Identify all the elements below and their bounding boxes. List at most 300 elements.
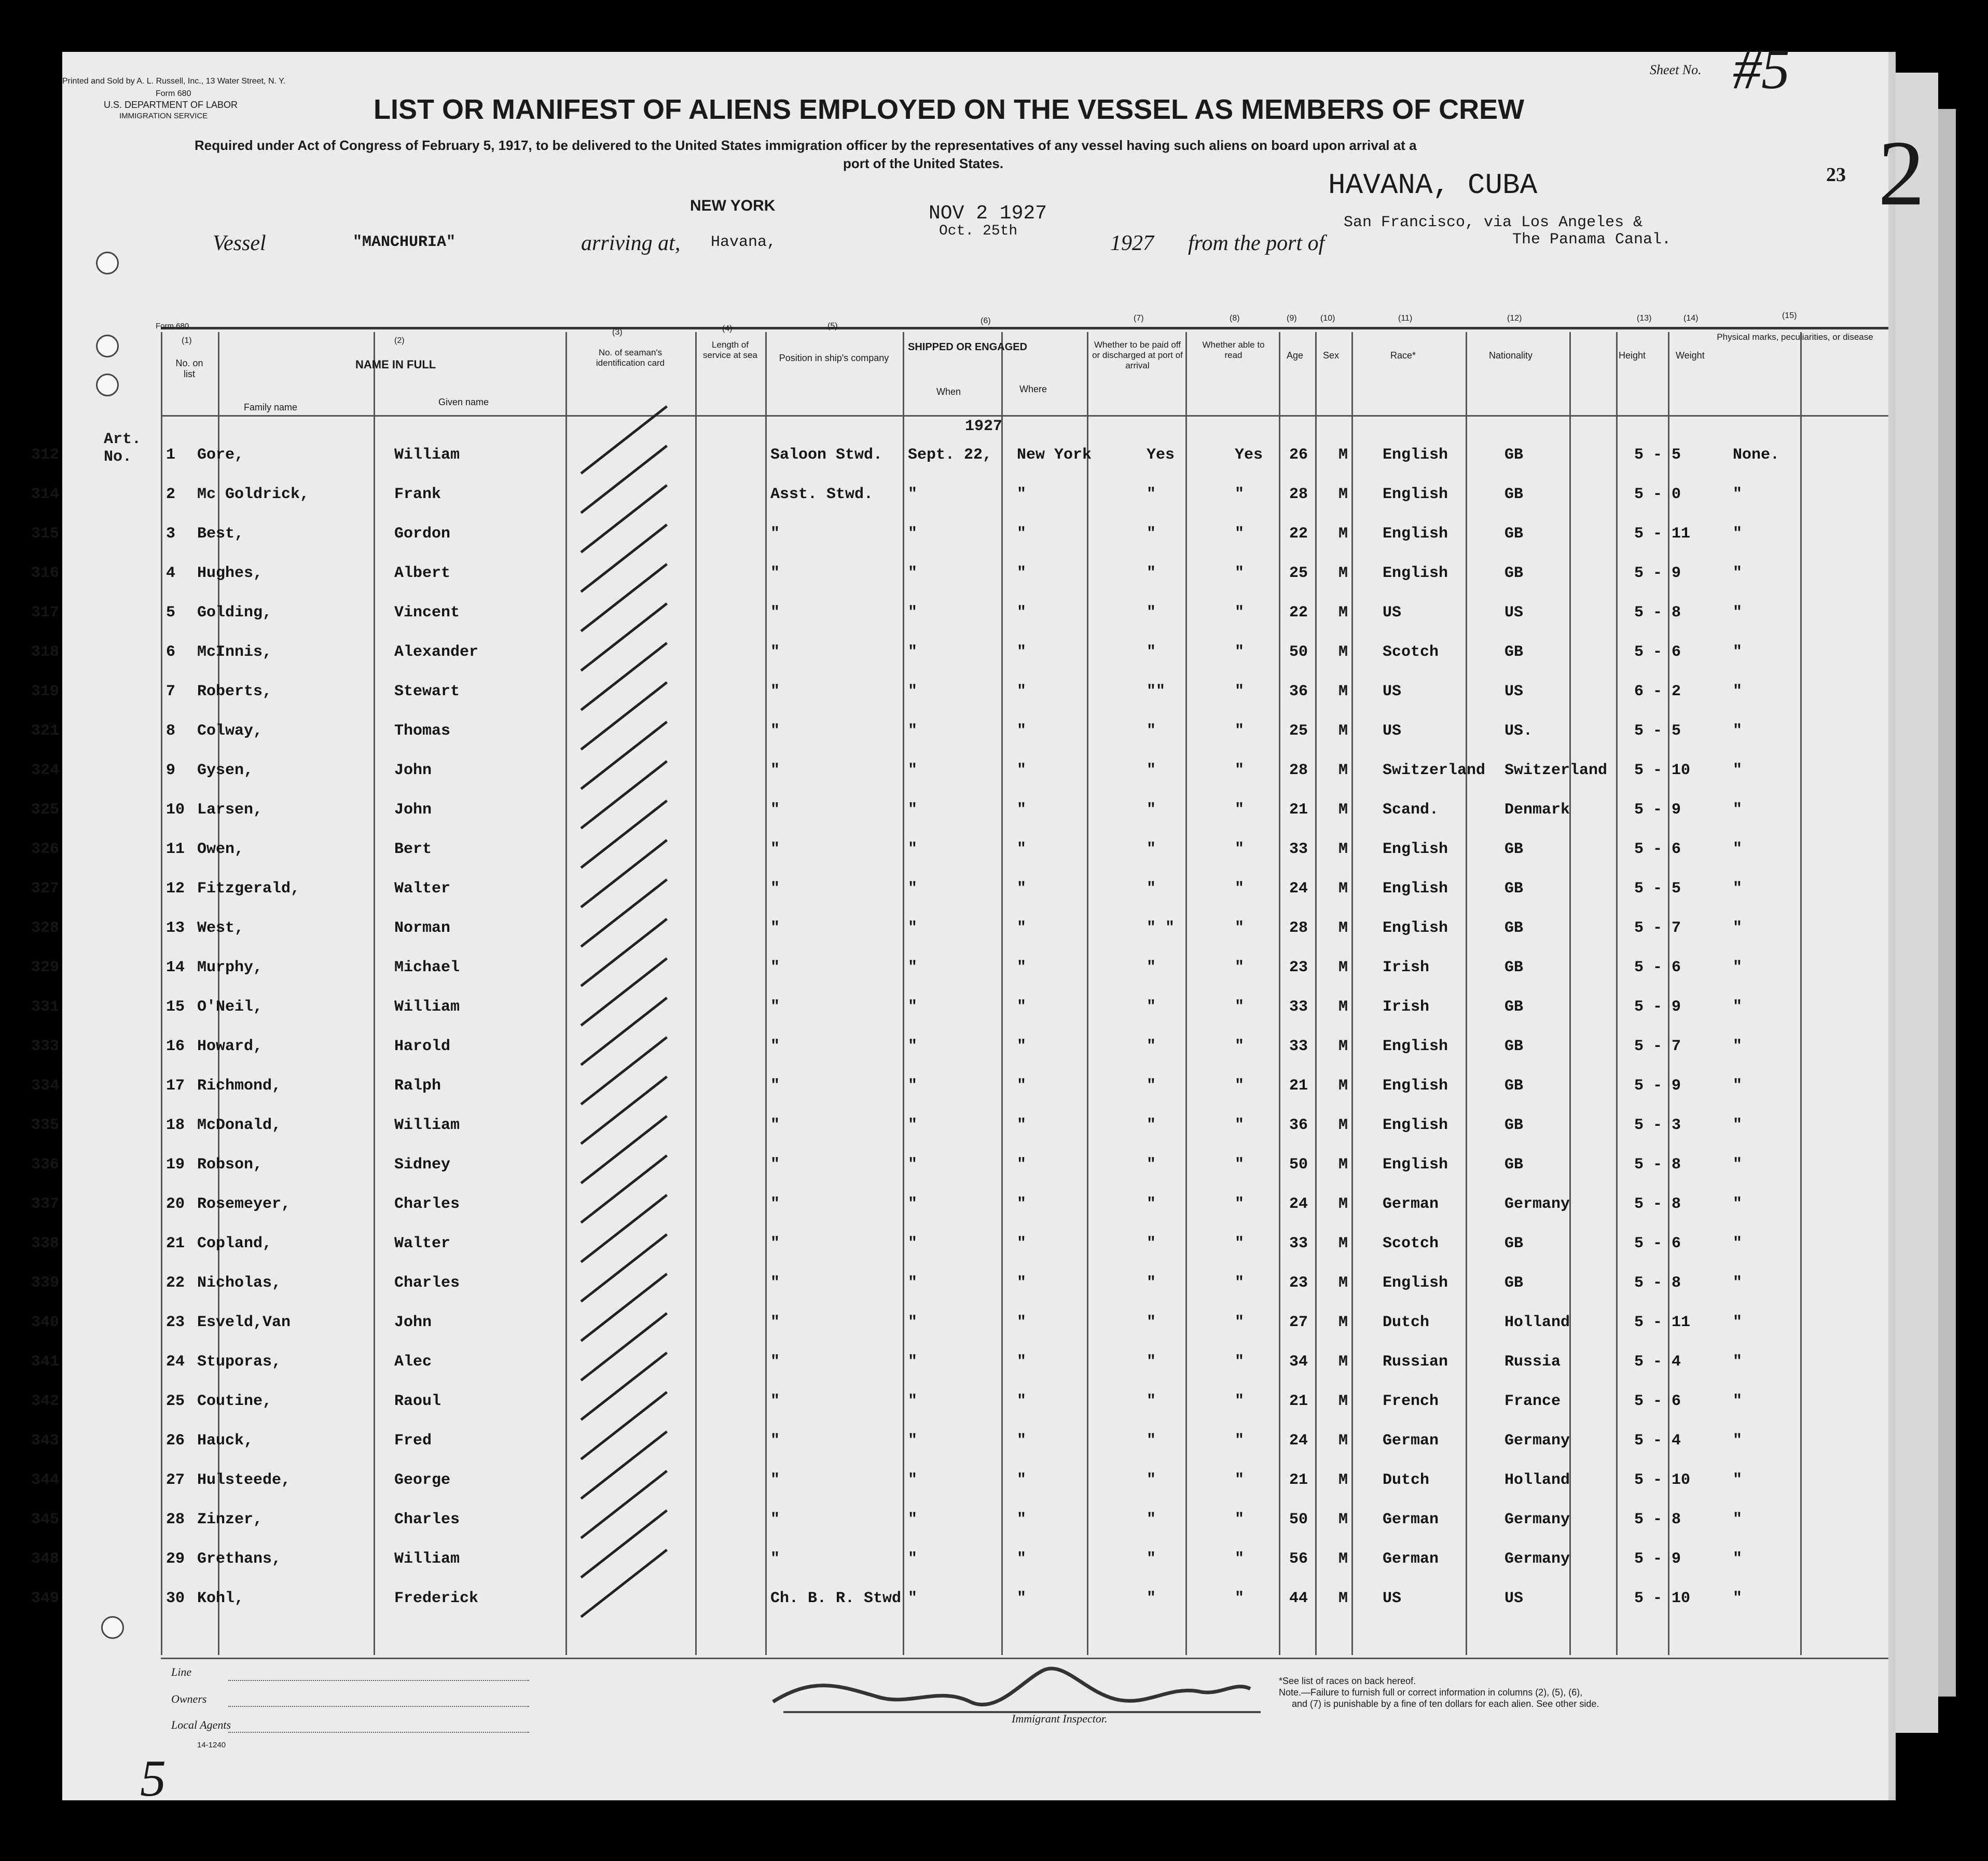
- cell-where: ": [1017, 1314, 1027, 1331]
- cell-age: 34: [1289, 1353, 1308, 1371]
- from-label: from the port of: [1188, 231, 1325, 255]
- from-port-2: The Panama Canal.: [1512, 231, 1672, 249]
- cell-given: Walter: [394, 1235, 451, 1252]
- cell-read: ": [1235, 762, 1245, 779]
- cell-family: Esveld,Van: [197, 1314, 291, 1331]
- cell-paid: ": [1147, 1156, 1156, 1174]
- cell-pos: ": [770, 564, 780, 582]
- cell-where: ": [1017, 1195, 1027, 1213]
- cell-pos: ": [770, 959, 780, 976]
- cell-n: 11: [166, 840, 185, 858]
- cell-given: Ralph: [394, 1077, 441, 1095]
- cell-when: ": [908, 801, 918, 819]
- cell-pos: ": [770, 919, 780, 937]
- cell-family: Howard,: [197, 1038, 263, 1055]
- cell-given: Sidney: [394, 1156, 451, 1174]
- col13-number: (13): [1637, 314, 1652, 323]
- cell-nat: Holland: [1504, 1314, 1570, 1331]
- col6-header: SHIPPED OR ENGAGED: [908, 341, 1028, 353]
- cell-family: Larsen,: [197, 801, 263, 819]
- cell-read: ": [1235, 1274, 1245, 1292]
- cell-paid: ": [1147, 762, 1156, 779]
- cell-given: Thomas: [394, 722, 451, 740]
- cell-family: West,: [197, 919, 244, 937]
- col4-header: Length of service at sea: [703, 340, 757, 360]
- cell-pos: ": [770, 643, 780, 661]
- cell-nat: US.: [1504, 722, 1533, 740]
- cell-race: English: [1383, 1156, 1448, 1174]
- cell-n: 26: [166, 1432, 185, 1450]
- cell-h: 5 - 6: [1634, 840, 1681, 858]
- arriving-place: Havana,: [711, 233, 777, 251]
- cell-family: O'Neil,: [197, 998, 263, 1016]
- cell-art: 314: [31, 486, 60, 503]
- cell-nat: Germany: [1504, 1511, 1570, 1528]
- cell-given: Raoul: [394, 1393, 441, 1410]
- cell-when: ": [908, 525, 918, 543]
- cell-marks: ": [1733, 801, 1743, 819]
- cell-marks: ": [1733, 1156, 1743, 1174]
- cell-age: 21: [1289, 1393, 1308, 1410]
- cell-where: ": [1017, 880, 1027, 898]
- cell-art: 319: [31, 683, 60, 700]
- cell-paid: ": [1147, 1550, 1156, 1568]
- cell-marks: ": [1733, 683, 1743, 700]
- table-row: [31, 1195, 1888, 1226]
- cell-paid: ": [1147, 1274, 1156, 1292]
- cell-given: Norman: [394, 919, 451, 937]
- cell-nat: GB: [1504, 919, 1524, 937]
- cell-age: 21: [1289, 1471, 1308, 1489]
- cell-nat: GB: [1504, 525, 1524, 543]
- cell-when: ": [908, 1235, 918, 1252]
- cell-n: 15: [166, 998, 185, 1016]
- table-row: [31, 1274, 1888, 1305]
- header-bottom-rule: [161, 415, 1888, 417]
- cell-given: John: [394, 801, 432, 819]
- col1-header: No. on list: [175, 358, 203, 379]
- cell-pos: Ch. B. R. Stwd: [770, 1590, 902, 1607]
- date-stamp: NOV 2 1927: [929, 202, 1047, 225]
- cell-family: Robson,: [197, 1156, 263, 1174]
- binder-hole: [96, 335, 119, 357]
- table-row: [31, 801, 1888, 832]
- cell-read: ": [1235, 840, 1245, 858]
- table-row: [31, 683, 1888, 714]
- cell-nat: Russia: [1504, 1353, 1561, 1371]
- cell-h: 5 - 9: [1634, 1077, 1681, 1095]
- cell-read: ": [1235, 643, 1245, 661]
- table-row: [31, 998, 1888, 1029]
- cell-n: 21: [166, 1235, 185, 1252]
- cell-where: ": [1017, 1471, 1027, 1489]
- cell-when: ": [908, 1274, 918, 1292]
- cell-family: McInnis,: [197, 643, 272, 661]
- cell-read: ": [1235, 1432, 1245, 1450]
- cell-given: Albert: [394, 564, 451, 582]
- cell-race: English: [1383, 564, 1448, 582]
- cell-age: 21: [1289, 1077, 1308, 1095]
- table-row: [31, 1590, 1888, 1621]
- cell-when: ": [908, 1393, 918, 1410]
- cell-race: US: [1383, 722, 1402, 740]
- cell-family: Murphy,: [197, 959, 263, 976]
- cell-where: ": [1017, 919, 1027, 937]
- cell-age: 24: [1289, 880, 1308, 898]
- cell-sex: M: [1338, 643, 1348, 661]
- cell-paid: ": [1147, 1195, 1156, 1213]
- col13-header: Height: [1619, 350, 1646, 361]
- cell-h: 6 - 2: [1634, 683, 1681, 700]
- cell-age: 23: [1289, 1274, 1308, 1292]
- cell-given: Frank: [394, 486, 441, 503]
- cell-read: ": [1235, 1077, 1245, 1095]
- cell-sex: M: [1338, 919, 1348, 937]
- cell-when: ": [908, 604, 918, 622]
- owners-rule: [228, 1706, 529, 1707]
- cell-race: French: [1383, 1393, 1439, 1410]
- cell-sex: M: [1338, 683, 1348, 700]
- col-code: Form 680: [156, 322, 189, 330]
- cell-sex: M: [1338, 1274, 1348, 1292]
- table-row: [31, 1353, 1888, 1384]
- cell-pos: ": [770, 1471, 780, 1489]
- cell-n: 5: [166, 604, 176, 622]
- cell-where: ": [1017, 959, 1027, 976]
- cell-read: ": [1235, 998, 1245, 1016]
- cell-race: English: [1383, 525, 1448, 543]
- cell-family: Roberts,: [197, 683, 272, 700]
- cell-h: 5 - 10: [1634, 762, 1691, 779]
- cell-family: Zinzer,: [197, 1511, 263, 1528]
- cell-read: ": [1235, 959, 1245, 976]
- cell-family: Rosemeyer,: [197, 1195, 291, 1213]
- cell-sex: M: [1338, 1156, 1348, 1174]
- cell-sex: M: [1338, 1235, 1348, 1252]
- from-port: San Francisco, via Los Angeles &: [1344, 214, 1643, 231]
- cell-when: ": [908, 1195, 918, 1213]
- cell-given: Bert: [394, 840, 432, 858]
- cell-race: English: [1383, 880, 1448, 898]
- cell-art: 339: [31, 1274, 60, 1292]
- cell-n: 23: [166, 1314, 185, 1331]
- cell-when: ": [908, 486, 918, 503]
- cell-paid: ": [1147, 604, 1156, 622]
- cell-given: William: [394, 998, 460, 1016]
- cell-race: Dutch: [1383, 1314, 1430, 1331]
- cell-pos: ": [770, 722, 780, 740]
- cell-h: 5 - 9: [1634, 564, 1681, 582]
- cell-race: Switzerland: [1383, 762, 1486, 779]
- table-row: [31, 1511, 1888, 1542]
- cell-when: ": [908, 1314, 918, 1331]
- table-row: [31, 486, 1888, 517]
- note-races: *See list of races on back hereof.: [1279, 1676, 1416, 1686]
- cell-race: English: [1383, 1038, 1448, 1055]
- cell-given: Stewart: [394, 683, 460, 700]
- cell-age: 21: [1289, 801, 1308, 819]
- cell-sex: M: [1338, 840, 1348, 858]
- cell-h: 5 - 8: [1634, 1195, 1681, 1213]
- table-row: [31, 525, 1888, 556]
- cell-pos: Asst. Stwd.: [770, 486, 874, 503]
- cell-marks: ": [1733, 1235, 1743, 1252]
- cell-age: 44: [1289, 1590, 1308, 1607]
- cell-art: 318: [31, 643, 60, 661]
- cell-race: Scotch: [1383, 643, 1439, 661]
- cell-age: 25: [1289, 722, 1308, 740]
- cell-read: ": [1235, 919, 1245, 937]
- cell-age: 28: [1289, 486, 1308, 503]
- cell-art: 348: [31, 1550, 60, 1568]
- cell-age: 25: [1289, 564, 1308, 582]
- cell-given: Michael: [394, 959, 460, 976]
- cell-race: English: [1383, 1077, 1448, 1095]
- form-code: 14-1240: [197, 1741, 226, 1749]
- cell-read: ": [1235, 1116, 1245, 1134]
- cell-read: ": [1235, 525, 1245, 543]
- cell-marks: ": [1733, 1590, 1743, 1607]
- col7-header: Whether to be paid off or discharged at port of arrival: [1092, 340, 1183, 370]
- cell-n: 6: [166, 643, 176, 661]
- col3-number: (3): [612, 328, 623, 337]
- havana-stamp: HAVANA, CUBA: [1328, 169, 1538, 202]
- cell-marks: ": [1733, 1314, 1743, 1331]
- table-row: [31, 1550, 1888, 1581]
- table-row: [31, 919, 1888, 950]
- cell-art: 335: [31, 1116, 60, 1134]
- cell-pos: ": [770, 1038, 780, 1055]
- cell-nat: GB: [1504, 1077, 1524, 1095]
- newyork-stamp: NEW YORK: [690, 197, 776, 214]
- cell-marks: ": [1733, 919, 1743, 937]
- cell-h: 5 - 5: [1634, 722, 1681, 740]
- cell-n: 19: [166, 1156, 185, 1174]
- cell-age: 24: [1289, 1195, 1308, 1213]
- col2-number: (2): [394, 336, 405, 345]
- col4-number: (4): [722, 324, 733, 333]
- cell-family: Grethans,: [197, 1550, 282, 1568]
- cell-sex: M: [1338, 604, 1348, 622]
- cell-race: Scotch: [1383, 1235, 1439, 1252]
- cell-family: Golding,: [197, 604, 272, 622]
- cell-n: 17: [166, 1077, 185, 1095]
- cell-n: 4: [166, 564, 176, 582]
- col12-number: (12): [1507, 314, 1522, 323]
- cell-pos: ": [770, 1314, 780, 1331]
- table-row: [31, 1235, 1888, 1266]
- col8-number: (8): [1230, 314, 1240, 323]
- table-row: [31, 1432, 1888, 1463]
- col15-number: (15): [1782, 311, 1797, 320]
- cell-sex: M: [1338, 880, 1348, 898]
- cell-art: 338: [31, 1235, 60, 1252]
- line-rule: [228, 1680, 529, 1681]
- cell-h: 5 - 7: [1634, 1038, 1681, 1055]
- col11-number: (11): [1398, 314, 1413, 323]
- cell-age: 28: [1289, 762, 1308, 779]
- subtitle-line-2: port of the United States.: [843, 156, 1004, 171]
- cell-where: ": [1017, 1274, 1027, 1292]
- cell-given: William: [394, 1116, 460, 1134]
- margin-number-23: 23: [1826, 164, 1846, 186]
- cell-nat: France: [1504, 1393, 1561, 1410]
- cell-sex: M: [1338, 998, 1348, 1016]
- cell-marks: ": [1733, 959, 1743, 976]
- cell-marks: ": [1733, 643, 1743, 661]
- cell-nat: Switzerland: [1504, 762, 1608, 779]
- cell-read: ": [1235, 1471, 1245, 1489]
- cell-where: ": [1017, 722, 1027, 740]
- binder-hole: [96, 374, 119, 396]
- cell-when: ": [908, 998, 918, 1016]
- owners-label: Owners: [171, 1692, 207, 1705]
- cell-paid: ": [1147, 564, 1156, 582]
- cell-sex: M: [1338, 1116, 1348, 1134]
- cell-read: ": [1235, 604, 1245, 622]
- cell-pos: ": [770, 840, 780, 858]
- cell-n: 28: [166, 1511, 185, 1528]
- cell-art: 336: [31, 1156, 60, 1174]
- cell-h: 5 - 9: [1634, 801, 1681, 819]
- cell-when: ": [908, 762, 918, 779]
- cell-family: Owen,: [197, 840, 244, 858]
- cell-pos: ": [770, 1393, 780, 1410]
- table-row: [31, 1077, 1888, 1108]
- cell-where: ": [1017, 998, 1027, 1016]
- cell-when: ": [908, 1550, 918, 1568]
- cell-age: 28: [1289, 919, 1308, 937]
- cell-when: ": [908, 880, 918, 898]
- cell-marks: ": [1733, 1393, 1743, 1410]
- cell-nat: GB: [1504, 998, 1524, 1016]
- cell-sex: M: [1338, 1314, 1348, 1331]
- cell-h: 5 - 8: [1634, 1156, 1681, 1174]
- cell-paid: ": [1147, 1077, 1156, 1095]
- cell-where: ": [1017, 643, 1027, 661]
- cell-paid: ": [1147, 1432, 1156, 1450]
- cell-n: 22: [166, 1274, 185, 1292]
- cell-pos: ": [770, 1550, 780, 1568]
- cell-age: 26: [1289, 446, 1308, 464]
- cell-when: ": [908, 1116, 918, 1134]
- corner-number: 5: [140, 1749, 166, 1807]
- cell-when: ": [908, 1353, 918, 1371]
- cell-when: ": [908, 840, 918, 858]
- cell-given: Charles: [394, 1511, 460, 1528]
- printer-credit: Printed and Sold by A. L. Russell, Inc., 13 Water Street, N. Y.: [62, 77, 286, 86]
- cell-sex: M: [1338, 1077, 1348, 1095]
- cell-h: 5 - 4: [1634, 1353, 1681, 1371]
- cell-paid: ": [1147, 1116, 1156, 1134]
- cell-sex: M: [1338, 525, 1348, 543]
- cell-marks: None.: [1733, 446, 1780, 464]
- cell-when: ": [908, 683, 918, 700]
- cell-where: ": [1017, 683, 1027, 700]
- cell-h: 5 - 5: [1634, 880, 1681, 898]
- cell-age: 33: [1289, 1038, 1308, 1055]
- cell-marks: ": [1733, 1511, 1743, 1528]
- cell-marks: ": [1733, 1195, 1743, 1213]
- cell-pos: ": [770, 1116, 780, 1134]
- col6a-header: When: [936, 387, 961, 397]
- cell-read: ": [1235, 1038, 1245, 1055]
- table-row: [31, 1116, 1888, 1148]
- cell-read: ": [1235, 1195, 1245, 1213]
- cell-pos: ": [770, 1195, 780, 1213]
- cell-pos: ": [770, 1353, 780, 1371]
- cell-race: Irish: [1383, 998, 1430, 1016]
- cell-age: 33: [1289, 1235, 1308, 1252]
- cell-where: ": [1017, 1590, 1027, 1607]
- cell-nat: GB: [1504, 1156, 1524, 1174]
- line-label: Line: [171, 1665, 192, 1678]
- col6-number: (6): [981, 316, 991, 325]
- cell-when: Sept. 22,: [908, 446, 992, 464]
- cell-art: 337: [31, 1195, 60, 1213]
- cell-age: 56: [1289, 1550, 1308, 1568]
- cell-read: ": [1235, 722, 1245, 740]
- cell-paid: Yes: [1147, 446, 1175, 464]
- service: IMMIGRATION SERVICE: [119, 112, 208, 120]
- cell-read: ": [1235, 683, 1245, 700]
- cell-race: Dutch: [1383, 1471, 1430, 1489]
- cell-where: ": [1017, 1235, 1027, 1252]
- cell-sex: M: [1338, 1550, 1348, 1568]
- cell-pos: ": [770, 1077, 780, 1095]
- cell-art: 329: [31, 959, 60, 976]
- cell-sex: M: [1338, 1511, 1348, 1528]
- cell-paid: ": [1147, 840, 1156, 858]
- col7-number: (7): [1134, 314, 1144, 323]
- cell-race: English: [1383, 1116, 1448, 1134]
- cell-age: 36: [1289, 683, 1308, 700]
- cell-nat: GB: [1504, 643, 1524, 661]
- cell-age: 36: [1289, 1116, 1308, 1134]
- cell-sex: M: [1338, 1471, 1348, 1489]
- binder-hole: [96, 252, 119, 274]
- cell-race: German: [1383, 1195, 1439, 1213]
- cell-when: ": [908, 919, 918, 937]
- cell-pos: Saloon Stwd.: [770, 446, 883, 464]
- cell-when: ": [908, 1156, 918, 1174]
- cell-race: US: [1383, 683, 1402, 700]
- cell-given: Harold: [394, 1038, 451, 1055]
- cell-nat: GB: [1504, 959, 1524, 976]
- cell-race: German: [1383, 1432, 1439, 1450]
- cell-h: 5 - 8: [1634, 1511, 1681, 1528]
- cell-family: Gore,: [197, 446, 244, 464]
- col2-header: NAME IN FULL: [355, 358, 436, 371]
- cell-paid: ": [1147, 525, 1156, 543]
- cell-n: 18: [166, 1116, 185, 1134]
- table-row: [31, 604, 1888, 635]
- cell-read: ": [1235, 486, 1245, 503]
- cell-given: George: [394, 1471, 451, 1489]
- cell-nat: Germany: [1504, 1550, 1570, 1568]
- cell-where: ": [1017, 1550, 1027, 1568]
- cell-n: 2: [166, 486, 176, 503]
- table-row: [31, 643, 1888, 674]
- cell-when: ": [908, 959, 918, 976]
- cell-n: 1: [166, 446, 176, 464]
- cell-h: 5 - 3: [1634, 1116, 1681, 1134]
- cell-h: 5 - 9: [1634, 998, 1681, 1016]
- cell-when: ": [908, 1471, 918, 1489]
- table-row: [31, 446, 1888, 477]
- col8-header: Whether able to read: [1202, 340, 1265, 360]
- cell-pos: ": [770, 683, 780, 700]
